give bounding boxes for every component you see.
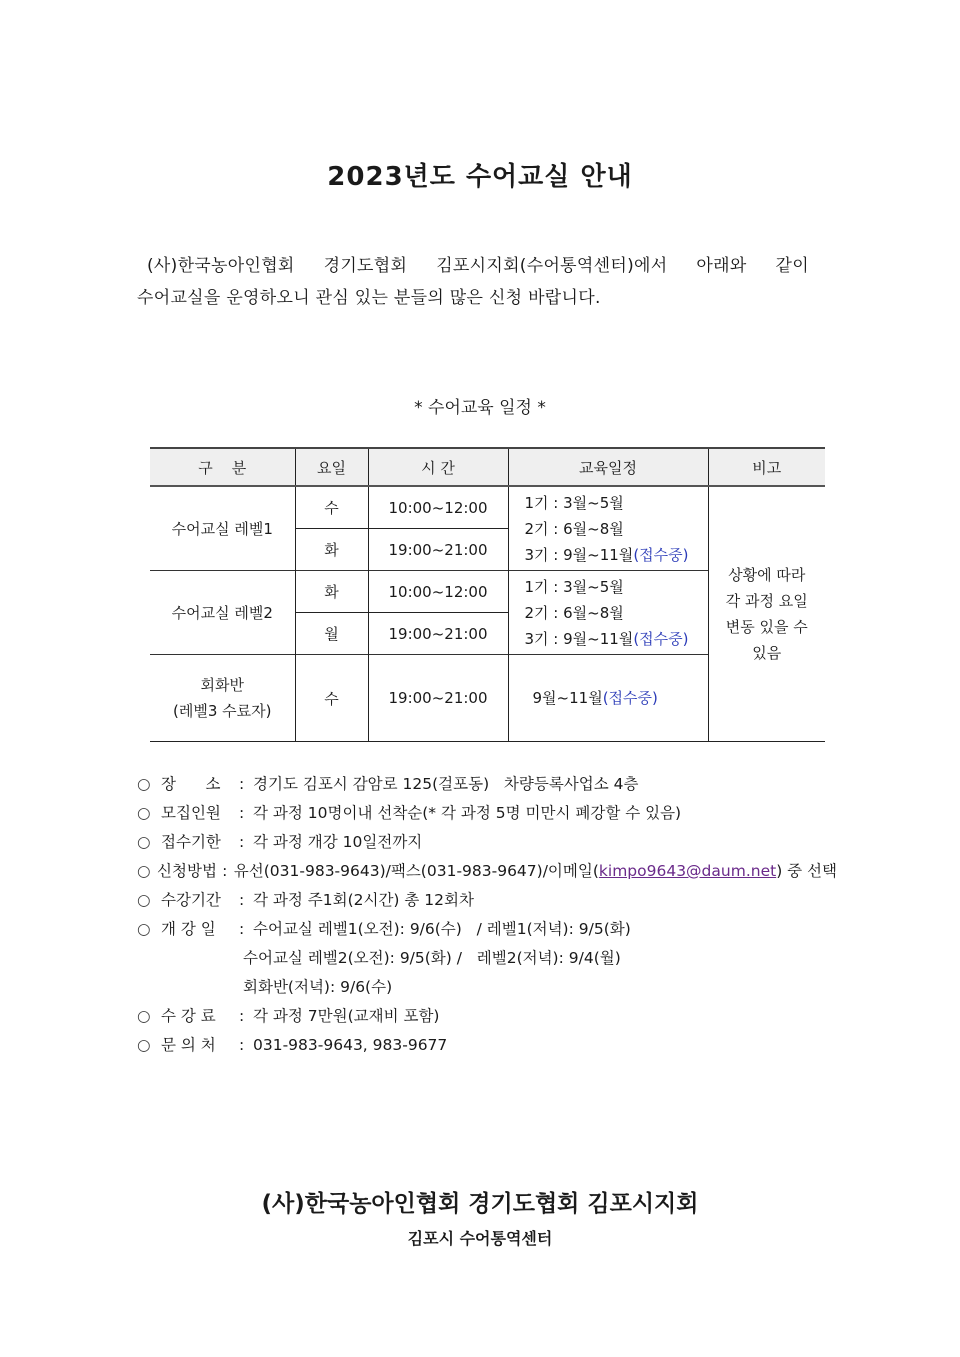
- course-periods: [508, 486, 708, 571]
- course-day: 수: [295, 655, 368, 742]
- course-time: 10:00~12:00: [368, 486, 508, 529]
- footer-center: 김포시 수어통역센터: [407, 1229, 553, 1248]
- info-deadline: ○ 접수기한 : 각 과정 개강 10일전까지: [137, 828, 837, 857]
- email-link[interactable]: kimpo9643@daum.net: [598, 862, 777, 880]
- period-2: 2기 : 6월~8월: [524, 603, 624, 622]
- info-location: ○ 장 소 : 경기도 김포시 감암로 125(걸포동) 차량등록사업소 4층: [137, 770, 837, 799]
- header-note: 비고: [708, 448, 825, 486]
- info-start-line-2: 수어교실 레벨2(오전): 9/5(화) / 레벨2(저녁): 9/4(월): [243, 949, 621, 967]
- info-recruit: ○ 모집인원 : 각 과정 10명이내 선착순(* 각 과정 5명 미만시 폐강할 수 있음): [137, 799, 837, 828]
- course-name: 수어교실 레벨1: [150, 486, 295, 571]
- footer-organization: (사)한국농아인협회 경기도협회 김포시지회: [261, 1191, 699, 1217]
- course-day: 화: [295, 571, 368, 613]
- status-badge: (접수중): [633, 629, 689, 648]
- info-period: ○ 수강기간 : 각 과정 주1회(2시간) 총 12회차: [137, 886, 837, 915]
- circle-bullet-icon: ○: [137, 833, 151, 851]
- period-1: 1기 : 3월~5월: [524, 577, 624, 596]
- circle-bullet-icon: ○: [137, 862, 151, 880]
- period-1: 1기 : 3월~5월: [524, 493, 624, 512]
- status-badge: (접수중): [633, 545, 689, 564]
- info-start: ○ 개 강 일 : 수어교실 레벨1(오전): 9/6(수) / 레벨1(저녁): 9/5(화): [137, 915, 837, 944]
- info-list: [137, 770, 837, 1060]
- circle-bullet-icon: ○: [137, 1036, 151, 1054]
- schedule-title: * 수어교육 일정 *: [414, 398, 546, 418]
- circle-bullet-icon: ○: [137, 775, 151, 793]
- info-fee: ○ 수 강 료 : 각 과정 7만원(교재비 포함): [137, 1002, 837, 1031]
- period-2: 2기 : 6월~8월: [524, 519, 624, 538]
- header-schedule: 교육일정: [508, 448, 708, 486]
- period-3: 3기 : 9월~11월(접수중): [524, 545, 689, 564]
- note-cell: 상황에 따라 각 과정 요일 변동 있을 수 있음: [708, 486, 825, 742]
- course-day: 수: [295, 486, 368, 529]
- course-day: 화: [295, 529, 368, 571]
- table-header-row: [150, 448, 825, 486]
- document-title: 2023년도 수어교실 안내: [327, 162, 633, 192]
- schedule-table: [150, 447, 825, 742]
- course-name: 수어교실 레벨2: [150, 571, 295, 655]
- intro-line-2: 수어교실을 운영하오니 관심 있는 분들의 많은 신청 바랍니다.: [137, 288, 601, 308]
- course-periods: 9월~11월(접수중): [508, 655, 708, 742]
- circle-bullet-icon: ○: [137, 1007, 151, 1025]
- intro-paragraph: [137, 250, 809, 314]
- info-start-line-3: 회화반(저녁): 9/6(수): [243, 978, 393, 996]
- header-time: 시 간: [368, 448, 508, 486]
- table-row: [150, 486, 825, 529]
- info-contact: ○ 문 의 처 : 031-983-9643, 983-9677: [137, 1031, 837, 1060]
- course-time: 19:00~21:00: [368, 655, 508, 742]
- course-time: 10:00~12:00: [368, 571, 508, 613]
- header-category: 구 분: [150, 448, 295, 486]
- status-badge: (접수중): [602, 689, 658, 707]
- course-periods: [508, 571, 708, 655]
- course-time: 19:00~21:00: [368, 529, 508, 571]
- header-day: 요일: [295, 448, 368, 486]
- circle-bullet-icon: ○: [137, 891, 151, 909]
- course-day: 월: [295, 613, 368, 655]
- course-name: 회화반 (레벨3 수료자): [150, 655, 295, 742]
- info-apply: ○ 신청방법 : 유선(031-983-9643)/팩스(031-983-9647)/이메일(kimpo9643@daum.net) 중 선택: [137, 857, 837, 886]
- intro-line-1: (사)한국농아인협회 경기도협회 김포시지회(수어통역센터)에서 아래와 같이: [147, 256, 809, 276]
- course-time: 19:00~21:00: [368, 613, 508, 655]
- circle-bullet-icon: ○: [137, 804, 151, 822]
- period-3: 3기 : 9월~11월(접수중): [524, 629, 689, 648]
- circle-bullet-icon: ○: [137, 920, 151, 938]
